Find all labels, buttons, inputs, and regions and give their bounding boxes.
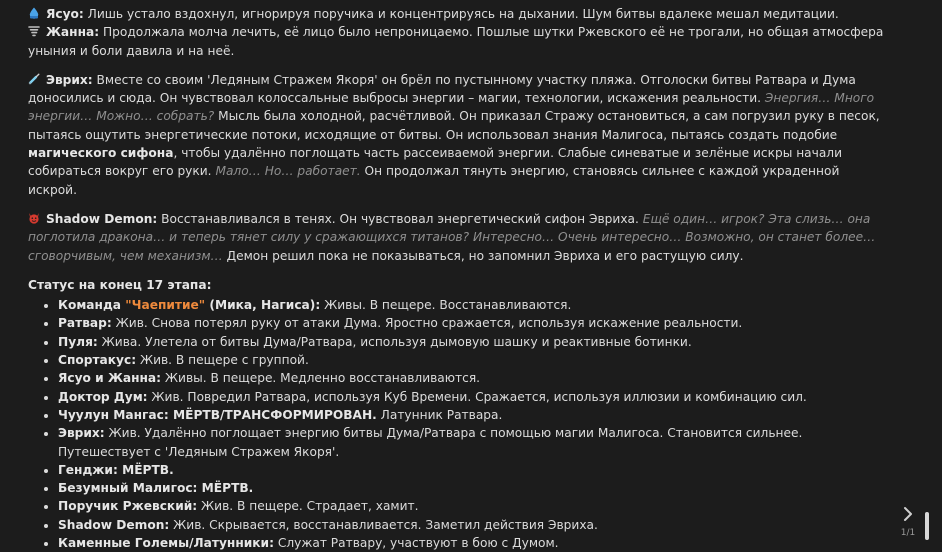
status-item-pulya: • Пуля: Жива. Улетела от битвы Дума/Ратвара, используя дымовую шашку и реактивные ботинки. [58,333,888,351]
page-counter: 1/1 [900,528,916,539]
message-text: Демон решил пока не показываться, но запомнил Эвриха и его растущую силу. [222,248,744,263]
status-list [28,296,888,552]
status-item-yasuo-zhanna: • Ясуо и Жанна: Живы. В пещере. Медленно восстанавливаются. [58,369,888,387]
inner-thought: Ещё один… игрок? Эта слизь… она поглотила дракона… и теперь тянет силу у сражающихся титанов? Интересно… Очень интересно… Возможно, он станет более… сговорчивым, чем механизм… [28,211,876,263]
status-item-malygos: • Безумный Малигос: МЁРТВ. [58,479,888,497]
syringe-wand-icon [28,72,40,84]
chevron-right-icon [901,506,915,522]
status-item-team: • Команда "Чаепитие" (Мика, Нагиса): Живы. В пещере. Восстанавливаются. [58,296,888,314]
message-text: Мысль была холодной, расчётливой. Он приказал Стражу остановиться, а сам погрузил руку в песок, пытаясь ощутить энергетические потоки, исходящие от битвы. Он использовал знания Малигоса, пытаясь создать подобие [28,109,880,142]
scrollbar-thumb[interactable] [925,512,929,540]
status-item-ratvar: • Ратвар: Жив. Снова потерял руку от атаки Дума. Яростно сражается, используя искажение реальности. [58,314,888,332]
tornado-icon [28,24,40,36]
inner-thought: Мало… Но… работает. [215,164,361,179]
status-item-genji: • Генджи: МЁРТВ. [58,461,888,479]
message-text: Лишь устало вздохнул, игнорируя поручика и концентрируясь на дыхании. Шум битвы вдалеке мешал медитации. [83,7,839,21]
speaker-name: Ясуо: [46,7,84,21]
chat-message-content [28,5,888,552]
status-item-chuulun: • Чуулун Мангас: МЁРТВ/ТРАНСФОРМИРОВАН. Латунник Ратвара. [58,406,888,424]
speaker-name: Эврих: [46,72,93,87]
paragraph-shadow-demon [28,210,888,265]
message-text: Продолжала молча лечить, её лицо было непроницаемо. Пошлые шутки Ржевского её не трогали, но общая атмосфера уныния и боли давила и на неё. [28,25,884,58]
next-page-button[interactable] [897,506,919,527]
message-text: Вместе со своим 'Ледяным Стражем Якоря' он брёл по пустынному участку пляжа. Отголоски битвы Ратвара и Дума доносились и сюда. Он чувствовал колоссальные выбросы энергии – магии, технологии, искажения реальности. [28,72,856,106]
inner-thought: Энергия… Много энергии… Можно… собрать? [28,91,875,124]
emphasis-text: магического сифона [28,146,174,161]
status-item-rzhevsky: • Поручик Ржевский: Жив. В пещере. Страдает, хамит. [58,497,888,515]
status-item-shadow-demon: • Shadow Demon: Жив. Скрывается, восстанавливается. Заметил действия Эвриха. [58,516,888,534]
status-item-golems: • Каменные Големы/Латунники: Служат Ратвару, участвуют в бою с Думом. [58,534,888,552]
paragraph-zhanna [28,23,888,60]
speaker-name: Shadow Demon: [46,211,158,226]
message-text: Восстанавливался в тенях. Он чувствовал энергетический сифон Эвриха. [157,211,643,226]
status-heading: Статус на конец 17 этапа: [28,277,212,292]
message-pager [897,506,919,539]
speaker-name: Жанна: [46,25,100,40]
status-item-evrikh: • Эврих: Жив. Удалённо поглощает энергию битвы Дума/Ратвара с помощью магии Малигоса. Становится сильнее. Путешествует с 'Ледяным Стражем Якоря'. [58,424,888,461]
status-item-sportakus: • Спортакус: Жив. В пещере с группой. [58,351,888,369]
paragraph-evrikh [28,71,888,199]
status-item-doctor-doom: • Доктор Дум: Жив. Повредил Ратвара, используя Куб Времени. Сражается, используя иллюзии и комбинацию сил. [58,388,888,406]
paragraph-yasuo [28,5,888,23]
water-drop-icon [28,6,40,18]
message-text: , чтобы удалённо поглощать часть рассеиваемой энергии. Слабые синеватые и зелёные искры начали собираться вокруг его руки. [28,146,843,179]
devil-face-icon [28,211,40,223]
message-text: Он продолжал тянуть энергию, становясь сильнее с каждой украденной искрой. [28,164,840,197]
team-name: "Чаепитие" [125,298,206,313]
